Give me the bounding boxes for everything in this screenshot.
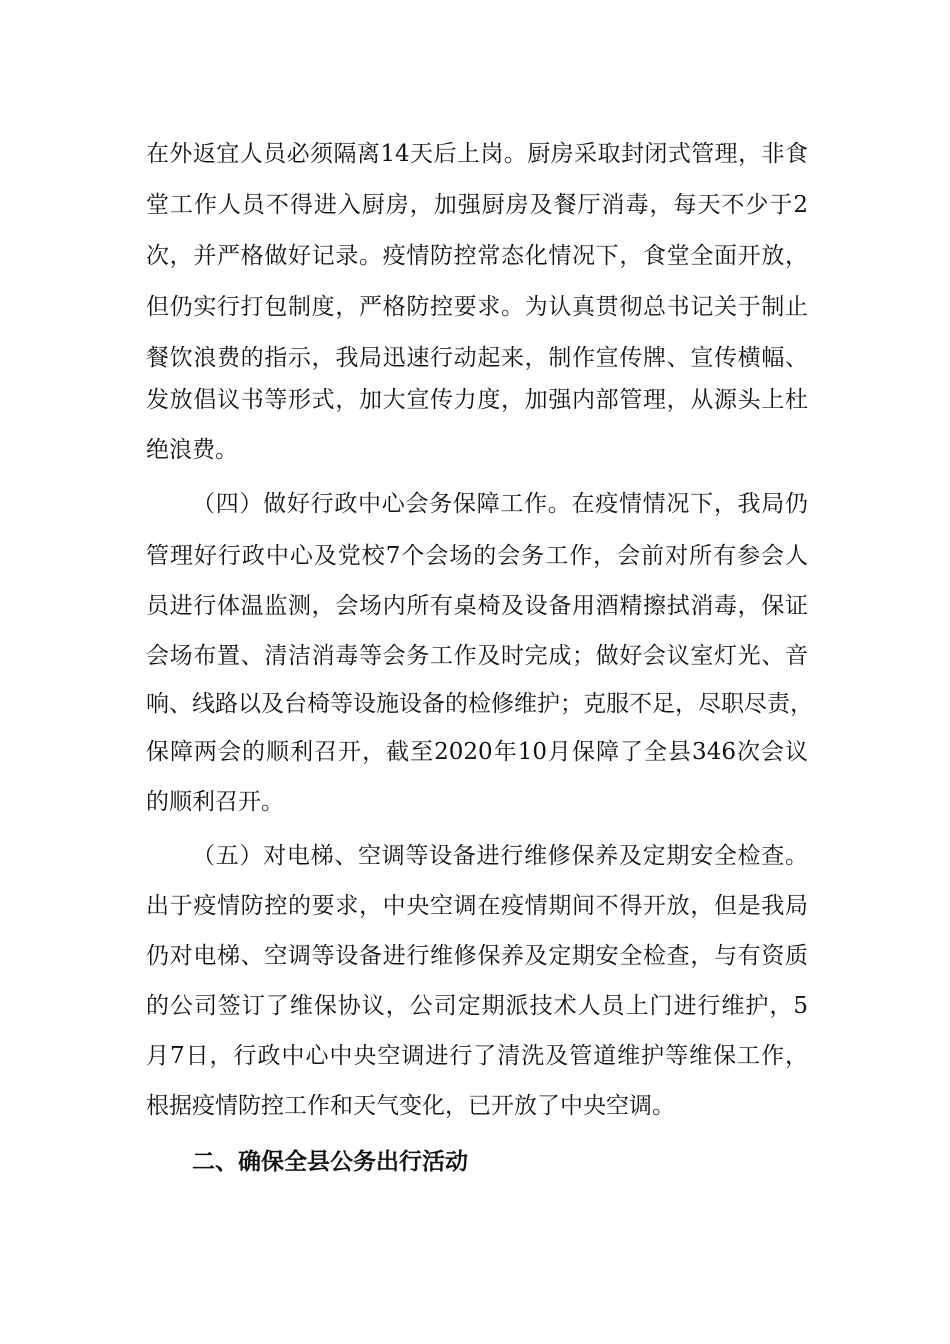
paragraph-3-line-5: 月7日，行政中心中央空调进行了清洗及管道维护等维保工作，	[146, 1043, 808, 1069]
paragraph-3-line-2: 出于疫情防控的要求，中央空调在疫情期间不得开放，但是我局	[146, 893, 808, 919]
paragraph-3-line-4: 的公司签订了维保协议，公司定期派技术人员上门进行维护，5	[146, 993, 808, 1019]
paragraph-2-line-6: 保障两会的顺利召开，截至2020年10月保障了全县346次会议	[146, 739, 808, 765]
paragraph-1-line-6: 发放倡议书等形式，加大宣传力度，加强内部管理，从源头上杜	[146, 387, 808, 413]
paragraph-2-line-1: （四）做好行政中心会务保障工作。在疫情情况下，我局仍	[192, 491, 808, 517]
paragraph-3-line-3: 仍对电梯、空调等设备进行维修保养及定期安全检查，与有资质	[146, 943, 808, 969]
paragraph-1-line-3: 次，并严格做好记录。疫情防控常态化情况下，食堂全面开放，	[146, 243, 808, 269]
paragraph-2-line-7: 的顺利召开。	[146, 789, 284, 815]
paragraph-2-line-2: 管理好行政中心及党校7个会场的会务工作，会前对所有参会人	[146, 543, 808, 569]
paragraph-2-line-3: 员进行体温监测，会场内所有桌椅及设备用酒精擦拭消毒，保证	[146, 593, 808, 619]
paragraph-3-line-6: 根据疫情防控工作和天气变化，已开放了中央空调。	[146, 1093, 675, 1119]
paragraph-1-line-1: 在外返宜人员必须隔离14天后上岗。厨房采取封闭式管理，非食	[146, 141, 808, 167]
paragraph-2-line-5: 响、线路以及台椅等设施设备的检修维护；克服不足，尽职尽责，	[146, 691, 813, 717]
paragraph-2-line-4: 会场布置、清洁消毒等会务工作及时完成；做好会议室灯光、音	[146, 643, 808, 669]
paragraph-3-line-1: （五）对电梯、空调等设备进行维修保养及定期安全检查。	[192, 843, 808, 869]
section-heading: 二、确保全县公务出行活动	[192, 1148, 468, 1175]
paragraph-1-line-5: 餐饮浪费的指示，我局迅速行动起来，制作宣传牌、宣传横幅、	[146, 345, 808, 371]
paragraph-1-line-2: 堂工作人员不得进入厨房，加强厨房及餐厅消毒，每天不少于2	[146, 192, 808, 218]
paragraph-1-line-4: 但仍实行打包制度，严格防控要求。为认真贯彻总书记关于制止	[146, 294, 808, 320]
paragraph-1-line-7: 绝浪费。	[146, 437, 238, 463]
